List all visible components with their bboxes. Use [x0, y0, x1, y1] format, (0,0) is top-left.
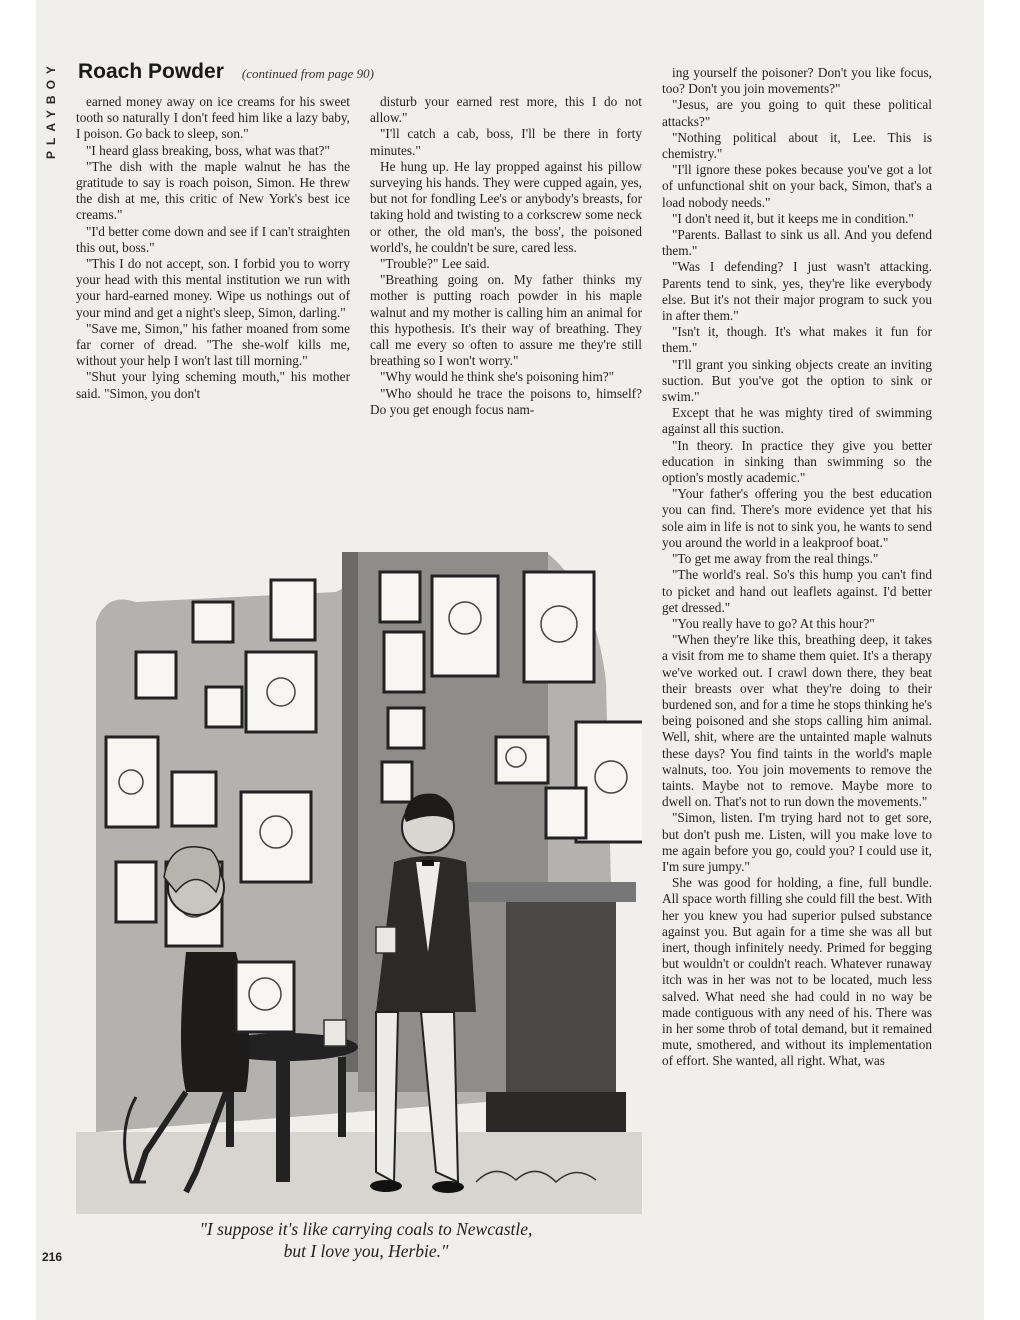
paragraph: She was good for holding, a fine, full bundle. All space worth filling she could fill the best. With her you knew you had superior pulsed substance against you. But again for a time she was all but inert, though infinitely needy. Primed for begging but wouldn't or couldn't reach. Whatever runaway itch was in her was not to be located, much less salved. What need she had could in no way be made contiguous with any need of his. There was in her some throb of total demand, but it remained mute, smothered, and without its implementation of effort. She wanted, all right. What, was — [662, 875, 932, 1069]
paragraph: "Isn't it, though. It's what makes it fun for them." — [662, 324, 932, 356]
paragraph: "Your father's offering you the best education you can find. There's more evidence yet that his sole aim in life is not to sink you, he wants to send you around the world in a leakproof boat." — [662, 486, 932, 550]
paragraph: "Shut your lying scheming mouth," his mother said. "Simon, you don't — [76, 369, 350, 401]
paragraph: "Trouble?" Lee said. — [380, 256, 490, 272]
text-column-3 — [662, 65, 932, 1300]
paragraph: "The dish with the maple walnut he has the gratitude to say is roach poison, Simon. He threw the dish at me, this critic of New York's best ice creams." — [76, 158, 350, 223]
paragraph: "I'd better come down and see if I can't straighten this out, boss." — [76, 223, 350, 255]
masthead-vertical: PLAYBOY — [44, 60, 58, 159]
paragraph: "In theory. In practice they give you better education in sinking than swimming so the option's mostly academic." — [662, 437, 932, 486]
paragraph: "Jesus, are you going to quit these political attacks?" — [662, 97, 932, 129]
paragraph: "I heard glass breaking, boss, what was that?" — [86, 142, 330, 158]
paragraph: "The world's real. So's this hump you can't find to picket and hand out leaflets against. I'd better get dressed." — [662, 567, 932, 615]
paragraph: Except that he was mighty tired of swimming against all this suction. — [662, 405, 932, 437]
paragraph: "Simon, listen. I'm trying hard not to get sore, but don't push me. Listen, will you make love to me again before you go, could you? I could use it, I'm sure jumpy." — [662, 810, 932, 874]
paragraph: "I'll catch a cab, boss, I'll be there in forty minutes." — [370, 126, 642, 158]
paragraph: "This I do not accept, son. I forbid you to worry your head with this mental institution we run with your hard-earned money. Wipe us nothings out of your mind and get a night's sleep, Simon, darling." — [76, 256, 350, 320]
paragraph: "To get me away from the real things." — [672, 551, 879, 567]
paragraph: "Was I defending? I just wasn't attacking. Parents tend to sink, yes, they're like everybody else. But it's not their major program to suck you in after them." — [662, 259, 932, 324]
paragraph: "You really have to go? At this hour?" — [672, 615, 875, 631]
paragraph: "Parents. Ballast to sink us all. And you defend them." — [662, 227, 932, 259]
cartoon-caption — [96, 1218, 636, 1262]
magazine-page — [36, 0, 984, 1320]
article-title: Roach Powder — [78, 60, 224, 83]
caption-line-1: "I suppose it's like carrying coals to Newcastle, — [199, 1219, 533, 1239]
continued-note: (continued from page 90) — [241, 66, 374, 81]
paragraph: He hung up. He lay propped against his pillow surveying his hands. They were cupped again, yes, but not for fondling Lee's or anybody's breasts, for taking hold and twisting to a corkscrew some neck or other, the old man's, the boss', the poisoned world's, he couldn't be sure, cared less. — [370, 158, 642, 255]
paragraph: "I don't need it, but it keeps me in condition." — [672, 210, 914, 226]
paragraph: "I'll ignore these pokes because you've got a lot of unfunctional shit on your back, Simon, that's a load nobody needs." — [662, 162, 932, 210]
paragraph: "Breathing going on. My father thinks my mother is putting roach powder in his maple walnut and my mother is calling him an animal for this hypothesis. It's their way of breathing. They call me every so often to assure me they're still breathing so I won't worry." — [370, 272, 642, 369]
paragraph: "Nothing political about it, Lee. This is chemistry." — [662, 129, 932, 162]
paragraph: "Why would he think she's poisoning him?" — [380, 369, 615, 385]
paragraph: disturb your earned rest more, this I do not allow." — [370, 94, 642, 126]
paragraph: "I'll grant you sinking objects create an inviting suction. But you've got the option to sink or swim." — [662, 356, 932, 405]
article-header — [78, 60, 638, 90]
paragraph: earned money away on ice creams for his sweet tooth so naturally I don't feed him like a lazy baby, I poison. Go back to sleep, son." — [76, 94, 350, 142]
paragraph: "When they're like this, breathing deep, it takes a visit from me to shame them quiet. It's a therapy we've worked out. I crawl down there, they beat their breasts over what they're doing to their burdened son, and for a time he stops thinking he's being poisoned and she stops calling him animal. Well, shit, where are the untainted maple walnuts these days? You find taints in the world's maple walnuts, too. You join movements to remove the taints. Maybe not to remove. Maybe more to dwell on. That's not to run down the movements." — [662, 632, 932, 810]
text-column-1 — [76, 94, 350, 504]
text-column-2 — [370, 94, 642, 514]
caption-line-2: but I love you, Herbie." — [283, 1241, 449, 1261]
paragraph: "Save me, Simon," his father moaned from some far corner of dread. "The she-wolf kills me, without your help I won't last till morning." — [76, 320, 350, 369]
paragraph: ing yourself the poisoner? Don't you like focus, too? Don't you join movements?" — [662, 65, 932, 97]
page-number: 216 — [42, 1250, 63, 1264]
cartoon-drawing — [76, 532, 642, 1214]
paragraph: "Who should he trace the poisons to, himself? Do you get enough focus nam- — [370, 385, 642, 417]
cartoon-illustration — [76, 532, 642, 1214]
